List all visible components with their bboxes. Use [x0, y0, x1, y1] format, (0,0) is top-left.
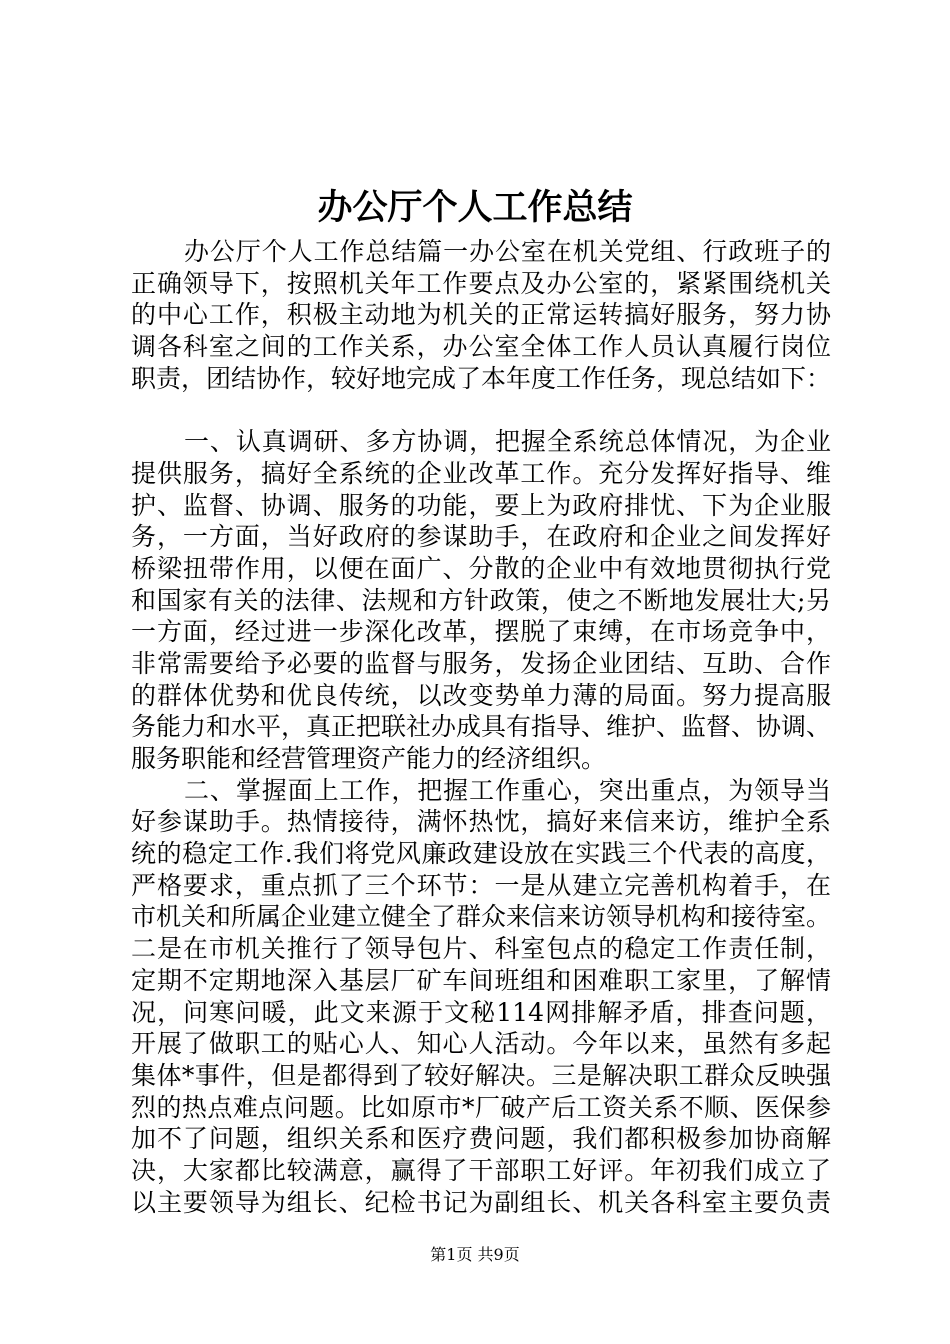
- body-line: 办公厅个人工作总结篇一办公室在机关党组、行政班子的: [184, 237, 831, 266]
- body-line: 好参谋助手。热情接待，满怀热忱，搞好来信来访，维护全系: [131, 807, 831, 837]
- page-number-footer: 第1页 共9页: [430, 1245, 520, 1264]
- body-line: 和国家有关的法律、法规和方针政策，使之不断地发展壮大;另: [131, 585, 831, 615]
- body-line: 烈的热点难点问题。比如原市*厂破产后工资关系不顺、医保参: [131, 1092, 831, 1122]
- body-line: 一、认真调研、多方协调，把握全系统总体情况，为企业: [184, 427, 831, 457]
- body-line: 统的稳定工作.我们将党风廉政建设放在实践三个代表的高度，: [131, 839, 831, 869]
- body-line: 决，大家都比较满意，赢得了干部职工好评。年初我们成立了: [131, 1155, 831, 1185]
- body-line: 非常需要给予必要的监督与服务，发扬企业团结、互助、合作: [131, 648, 831, 678]
- body-line: 服务职能和经营管理资产能力的经济组织。: [131, 744, 607, 773]
- body-line: 定期不定期地深入基层厂矿车间班组和困难职工家里，了解情: [131, 965, 831, 995]
- body-line: 提供服务，搞好全系统的企业改革工作。充分发挥好指导、维: [131, 458, 831, 488]
- body-line: 护、监督、协调、服务的功能，要上为政府排忧、下为企业服: [131, 490, 831, 520]
- body-line: 市机关和所属企业建立健全了群众来信来访领导机构和接待室。: [131, 902, 832, 932]
- body-line: 务，一方面，当好政府的参谋助手，在政府和企业之间发挥好: [131, 522, 831, 552]
- body-line: 二、掌握面上工作，把握工作重心，突出重点，为领导当: [184, 775, 831, 805]
- body-line: 加不了问题，组织关系和医疗费问题，我们都积极参加协商解: [131, 1124, 831, 1154]
- document-body: [131, 236, 831, 1218]
- body-line: 桥梁扭带作用，以便在面广、分散的企业中有效地贯彻执行党: [131, 553, 831, 583]
- body-line: 一方面，经过进一步深化改革，摆脱了束缚，在市场竞争中，: [131, 617, 831, 647]
- blank-line: [131, 394, 831, 426]
- body-line: 开展了做职工的贴心人、知心人活动。今年以来，虽然有多起: [131, 1029, 831, 1059]
- body-line: 集体*事件，但是都得到了较好解决。三是解决职工群众反映强: [131, 1060, 831, 1090]
- body-line: 职责，团结协作，较好地完成了本年度工作任务，现总结如下：: [131, 363, 832, 393]
- body-line: 二是在市机关推行了领导包片、科室包点的稳定工作责任制，: [131, 934, 831, 964]
- body-line: 正确领导下，按照机关年工作要点及办公室的，紧紧围绕机关: [131, 268, 831, 298]
- body-line: 严格要求，重点抓了三个环节：一是从建立完善机构着手，在: [131, 870, 831, 900]
- body-line: 以主要领导为组长、纪检书记为副组长、机关各科室主要负责: [131, 1187, 831, 1217]
- body-line: 调各科室之间的工作关系，办公室全体工作人员认真履行岗位: [131, 332, 831, 362]
- body-line: 务能力和水平，真正把联社办成具有指导、维护、监督、协调、: [131, 712, 832, 742]
- document-title: 办公厅个人工作总结: [317, 187, 633, 228]
- body-line: 况，问寒问暖，此文来源于文秘114网排解矛盾，排查问题，: [131, 997, 831, 1027]
- body-line: 的中心工作，积极主动地为机关的正常运转搞好服务，努力协: [131, 300, 831, 330]
- body-line: 的群体优势和优良传统，以改变势单力薄的局面。努力提高服: [131, 680, 831, 710]
